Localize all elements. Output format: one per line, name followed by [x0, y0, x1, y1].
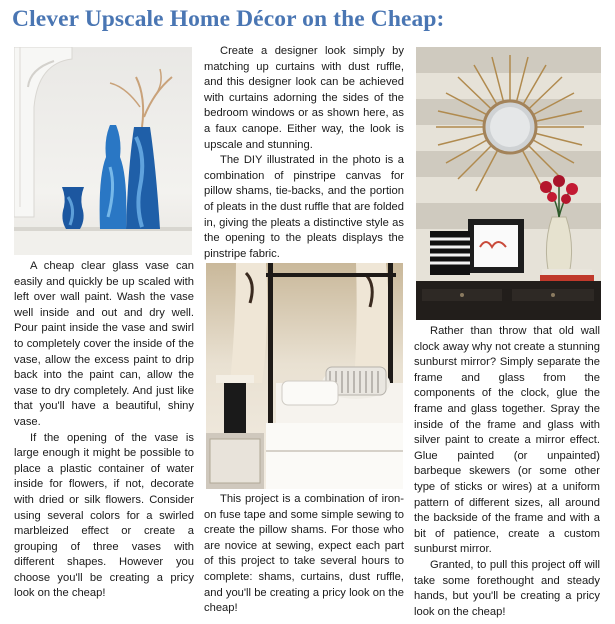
page-title: Clever Upscale Home Décor on the Cheap: [12, 6, 445, 32]
vases-photo [14, 47, 192, 255]
vases-illustration [14, 47, 192, 255]
bedroom-illustration [206, 263, 403, 489]
vase-paragraph-2: If the opening of the vase is large enough it might be possible to place a plastic container of water inside for flowers, if not, decorate with dried or silk flowers. Consider using several colors for a swirled marbleized effect or create a grouping of three vases with different shapes. However you choose you'll be creating a pricy look on the cheap! [14, 431, 194, 600]
mirror-paragraph-2: Granted, to pull this project off will take some forethought and steady hands, but you'll be creating a pricy look on the cheap! [414, 558, 600, 618]
sewing-paragraph: This project is a combination of iron-on fuse tape and some simple sewing to create the pillow shams. For those who are novice at sewing, expect each part of this project to take several hours to complete: shams, curtains, dust ruffle, and you'll be creating a pricy look on the cheap! [204, 493, 404, 615]
column-1-text [14, 259, 194, 602]
column-2-bottom-text [204, 492, 404, 617]
vase-paragraph-1: A cheap clear glass vase can easily and quickly be up scaled with left over wall paint. Wash the vase well inside and out and dry well. Pour paint inside the vase and swirl to completely cover the inside of the vase, allow the excess paint to drip back into the paint can, allow the vase to dry completely. And just like that you'll have a beautiful, shiny vase. [14, 260, 194, 428]
mirror-illustration [416, 47, 601, 320]
curtain-paragraph-2: The DIY illustrated in the photo is a combination of pinstripe canvas for pillow shams, tie-backs, and the portion of pleats in the dust ruffle that are folded in, giving the pleats a distinctive style as the opening to the pleats displays the pinstripe fabric. [204, 154, 404, 260]
mirror-paragraph-1: Rather than throw that old wall clock away why not create a stunning sunburst mirror? Simply separate the frame and glass from the components of the clock, glue the frame and glass together. Spray the inside of the frame and glass with silver paint to create a mirror effect. Glue painted (or unpainted) barbeque skewers (or some other type of sticks or wires) at a uniform pattern of different sizes, all around the backside of the frame and with a bit of patience, create a custom sunburst mirror. [414, 325, 600, 556]
bedroom-photo [206, 263, 403, 489]
mirror-photo [416, 47, 601, 320]
column-3-text [414, 324, 600, 620]
column-2-top-text [204, 44, 404, 262]
curtain-paragraph-1: Create a designer look simply by matching up curtains with dust ruffle, and this designer look can be achieved with curtains adorning the sides of the bedroom windows or as shown here, as a faux canope. Either way, the look is upscale and stunning. [204, 45, 404, 151]
